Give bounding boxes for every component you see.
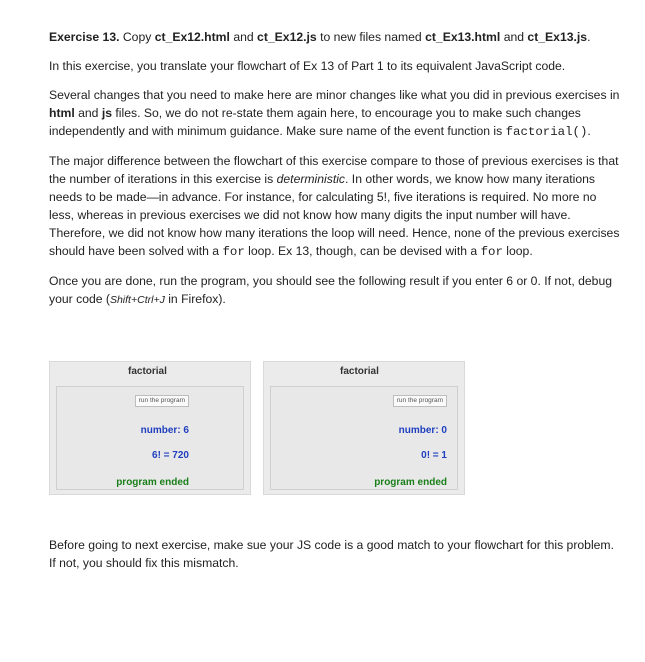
number-output: number: 6	[140, 425, 189, 436]
file-ex12-js: ct_Ex12.js	[257, 30, 317, 44]
difference-text-d: loop.	[506, 244, 533, 258]
function-name: factorial()	[505, 125, 588, 139]
to-new-text: to new files named	[320, 30, 422, 44]
for-keyword-1: for	[222, 245, 245, 259]
difference-paragraph	[49, 152, 624, 261]
run-program-button[interactable]: run the program	[393, 395, 447, 407]
factorial-output: 0! = 1	[421, 450, 447, 461]
screenshots	[49, 361, 465, 495]
exercise-label: Exercise 13.	[49, 30, 120, 44]
final-paragraph: Before going to next exercise, make sue your JS code is a good match to your flowchart for this problem. If not, you should fix this mismatch.	[49, 538, 614, 571]
changes-paragraph	[49, 86, 624, 141]
copy-text: Copy	[122, 30, 152, 44]
screenshot-panel	[56, 386, 244, 490]
screenshot-panel	[270, 386, 458, 490]
deterministic-word: deterministic	[276, 172, 346, 186]
document-body	[49, 28, 624, 320]
file-ex13-js: ct_Ex13.js	[527, 30, 588, 44]
for-keyword-2: for	[480, 245, 503, 259]
program-ended-output: program ended	[374, 477, 447, 488]
heading-period: .	[587, 30, 591, 44]
screenshot-input-0	[263, 361, 465, 495]
file-ex13-html: ct_Ex13.html	[425, 30, 501, 44]
and-text-1: and	[233, 30, 254, 44]
difference-text-b: . In other words, we know how many iterations needs to be made—in advance. For instance, for calculating 5!, five iterations is required. No more no less, whereas in previous exercises we did not know how many digits the input number will have. Therefore, we did not know how many iterations the loop will need. Hence, none of the previous exercises should have been solved with a	[49, 172, 620, 258]
screenshot-input-6	[49, 361, 251, 495]
run-text-b: in Firefox).	[168, 292, 226, 306]
changes-text-a: Several changes that you need to make here are minor changes like what you did in previous exercises in	[49, 88, 620, 102]
difference-text-a: The major difference between the flowchart of this exercise compare to those of previous exercises is that the number of iterations in this exercise is	[49, 154, 619, 186]
screenshot-title: factorial	[128, 366, 167, 377]
file-ex12-html: ct_Ex12.html	[154, 30, 230, 44]
changes-text-c: .	[587, 124, 591, 138]
intro-paragraph: In this exercise, you translate your flowchart of Ex 13 of Part 1 to its equivalent JavaScript code.	[49, 59, 566, 73]
run-text-a: Once you are done, run the program, you should see the following result if you enter 6 or 0. If not, debug your code (	[49, 274, 612, 306]
shortcut-keys: Shift+Ctrl+J	[109, 294, 165, 306]
number-output: number: 0	[398, 425, 447, 436]
and-text-2: and	[503, 30, 525, 44]
and-word: and	[78, 106, 99, 120]
screenshot-title: factorial	[340, 366, 379, 377]
difference-text-c: loop. Ex 13, though, can be devised with a	[248, 244, 478, 258]
run-program-button[interactable]: run the program	[135, 395, 189, 407]
html-word: html	[49, 106, 75, 120]
js-word: js	[101, 106, 113, 120]
run-paragraph	[49, 272, 624, 309]
program-ended-output: program ended	[116, 477, 189, 488]
changes-text-b: files. So, we do not re-state them again here, to encourage you to make such changes independently and with minimum guidance. Make sure name of the event function is	[49, 106, 581, 138]
factorial-output: 6! = 720	[152, 450, 189, 461]
exercise-heading	[49, 28, 624, 46]
